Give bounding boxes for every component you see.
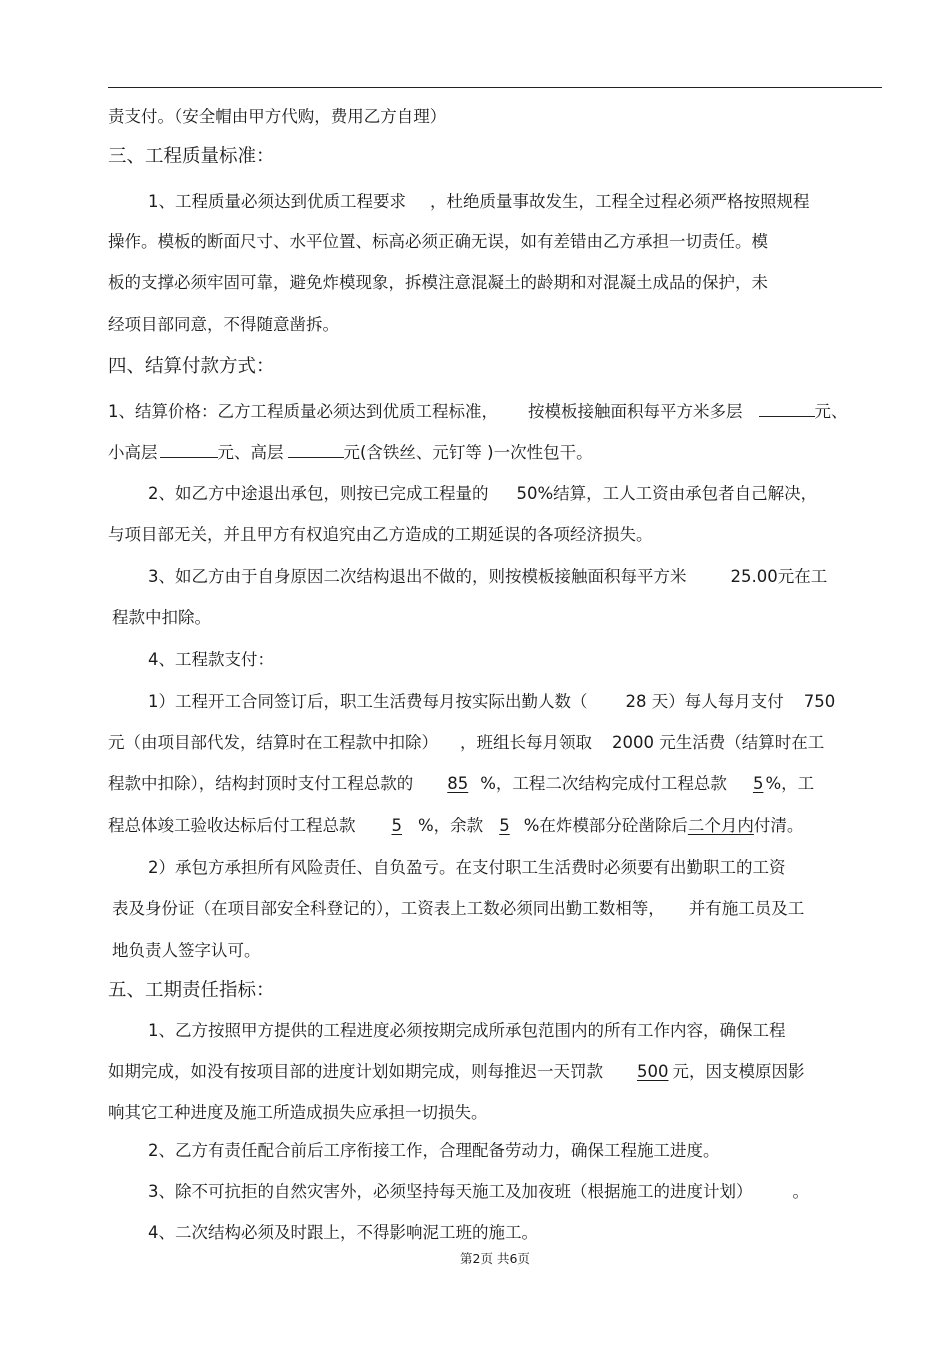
paragraph: 元（由项目部代发，结算时在工程款中扣除） ，班组长每月领取 2000 元生活费（结算时在工 xyxy=(108,733,825,752)
paragraph: 与项目部无关，并且甲方有权追究由乙方造成的工期延误的各项经济损失。 xyxy=(108,525,653,544)
paragraph: 如期完成，如没有按项目部的进度计划如期完成，则每推迟一天罚款 500 元，因支模原因影 xyxy=(108,1062,805,1081)
paragraph: 板的支撑必须牢固可靠，避免炸模现象，拆模注意混凝土的龄期和对混凝土成品的保护，未 xyxy=(108,273,768,292)
paragraph: 3、如乙方由于自身原因二次结构退出不做的，则按模板接触面积每平方米 25.00元在工 xyxy=(148,567,828,586)
section-heading-3: 三、工程质量标准： xyxy=(108,146,275,167)
paragraph: 4、二次结构必须及时跟上，不得影响泥工班的施工。 xyxy=(148,1223,538,1242)
underlined-value: 5 xyxy=(752,774,764,793)
paragraph: 程款中扣除。 xyxy=(112,608,211,627)
paragraph: 1、工程质量必须达到优质工程要求 ，杜绝质量事故发生，工程全过程必须严格按照规程 xyxy=(148,192,810,211)
paragraph: 地负责人签字认可。 xyxy=(112,941,261,960)
paragraph: 3、除不可抗拒的自然灾害外，必须坚持每天施工及加夜班（根据施工的进度计划） 。 xyxy=(148,1182,809,1201)
paragraph: 1、结算价格：乙方工程质量必须达到优质工程标准， 按模板接触面积每平方米多层 元、 xyxy=(108,402,848,421)
paragraph: 经项目部同意，不得随意凿拆。 xyxy=(108,315,339,334)
paragraph: 响其它工种进度及施工所造成损失应承担一切损失。 xyxy=(108,1103,488,1122)
paragraph: 1、乙方按照甲方提供的工程进度必须按期完成所承包范围内的所有工作内容，确保工程 xyxy=(148,1021,786,1040)
page-footer: 第2页 共6页 xyxy=(460,1251,530,1266)
paragraph: 4、工程款支付： xyxy=(148,650,274,669)
paragraph: 责支付。（安全帽由甲方代购，费用乙方自理） xyxy=(108,107,447,126)
paragraph: 表及身份证（在项目部安全科登记的），工资表上工数必须同出勤工数相等， 并有施工员及工 xyxy=(112,899,805,918)
section-heading-4: 四、结算付款方式： xyxy=(108,356,275,377)
paragraph: 1）工程开工合同签订后，职工生活费每月按实际出勤人数（ 28 天）每人每月支付 750 xyxy=(148,692,836,711)
paragraph: 小高层 元、高层 元(含铁丝、元钉等 )一次性包干。 xyxy=(108,443,593,462)
underlined-value: 500 xyxy=(637,1062,669,1081)
blank-field xyxy=(759,401,815,417)
underlined-value: 85 xyxy=(447,774,469,793)
paragraph: 2、乙方有责任配合前后工序衔接工作，合理配备劳动力，确保工程施工进度。 xyxy=(148,1141,720,1160)
blank-field xyxy=(288,442,344,458)
paragraph: 程款中扣除），结构封顶时支付工程总款的 85 %，工程二次结构完成付工程总款 5 %，工 xyxy=(108,774,815,793)
paragraph: 操作。模板的断面尺寸、水平位置、标高必须正确无误，如有差错由乙方承担一切责任。模 xyxy=(108,232,768,251)
header-rule xyxy=(108,87,882,88)
paragraph: 2、如乙方中途退出承包，则按已完成工程量的 50%结算，工人工资由承包者自己解决， xyxy=(148,484,818,503)
underlined-value: 5 xyxy=(499,816,510,835)
section-heading-5: 五、工期责任指标： xyxy=(108,980,275,1001)
paragraph: 程总体竣工验收达标后付工程总款 5 %，余款 5 %在炸模部分砼凿除后二个月内付清。 xyxy=(108,816,804,835)
paragraph: 2）承包方承担所有风险责任、自负盈亏。在支付职工生活费时必须要有出勤职工的工资 xyxy=(148,858,786,877)
blank-field xyxy=(160,442,218,458)
underlined-value: 5 xyxy=(391,816,402,835)
underlined-value: 二个月内 xyxy=(687,816,754,835)
